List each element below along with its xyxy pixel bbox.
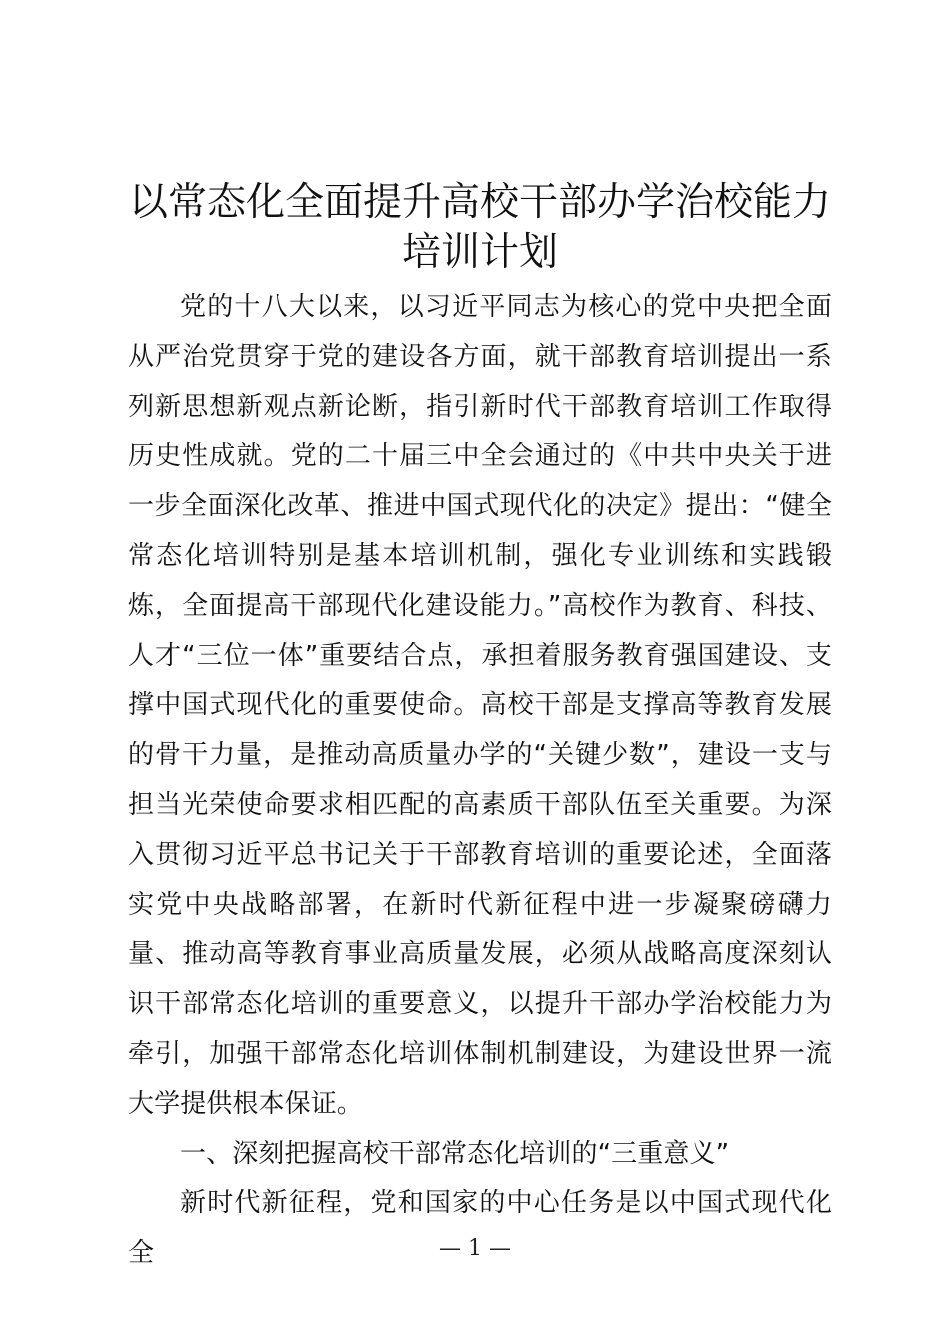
intro-paragraph: 党的十八大以来，以习近平同志为核心的党中央把全面从严治党贯穿于党的建设各方面，就干部教育培训提出一系列新思想新观点新论断，指引新时代干部教育培训工作取得历史性成就。党的二十届三中全会通过的《中共中央关于进一步全面深化改革、推进中国式现代化的决定》提出：“健全常态化培训特别是基本培训机制，强化专业训练和实践锻炼，全面提高干部现代化建设能力。”高校作为教育、科技、人才“三位一体”重要结合点，承担着服务教育强国建设、支撑中国式现代化的重要使命。高校干部是支撑高等教育发展的骨干力量，是推动高质量办学的“关键少数”，建设一支与担当光荣使命要求相匹配的高素质干部队伍至关重要。为深入贯彻习近平总书记关于干部教育培训的重要论述，全面落实党中央战略部署，在新时代新征程中进一步凝聚磅礴力量、推动高等教育事业高质量发展，必须从战略高度深刻认识干部常态化培训的重要意义，以提升干部办学治校能力为牵引，加强干部常态化培训体制机制建设，为建设世界一流大学提供根本保证。 [128,292,832,1119]
page-number: — 1 — [439,1236,511,1261]
section-heading: 一、深刻把握高校干部常态化培训的“三重意义” [180,1138,730,1169]
document-title: 以常态化全面提升高校干部办学治校能力培训计划 [128,180,831,275]
document-body [128,283,832,1279]
section-paragraph: 新时代新征程，党和国家的中心任务是以中国式现代化全 [128,1188,832,1269]
